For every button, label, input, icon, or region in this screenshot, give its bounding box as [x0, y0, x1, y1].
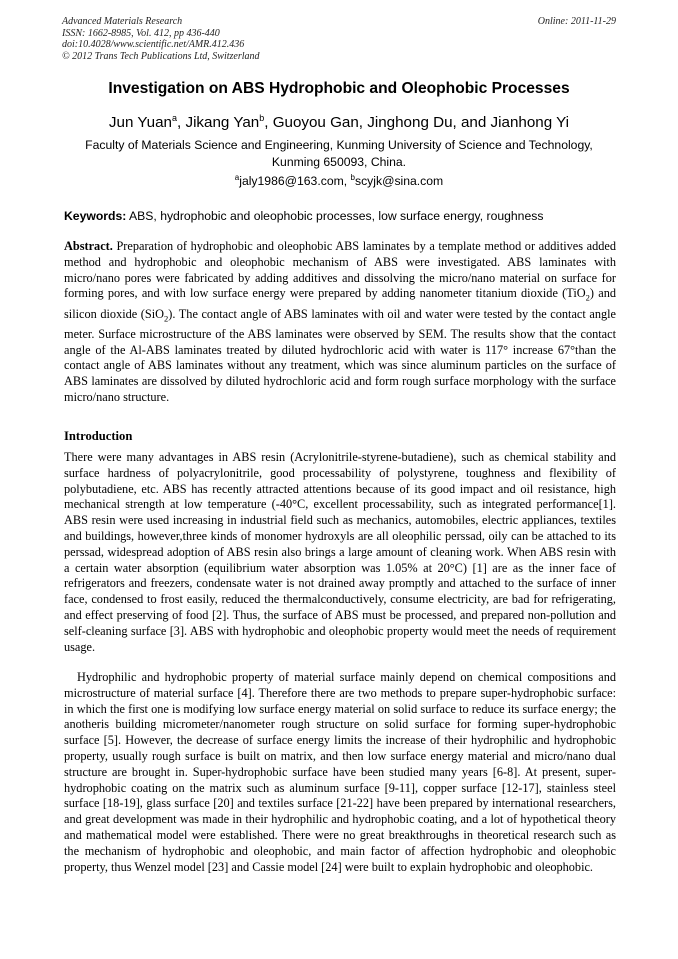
- intro-paragraph: Hydrophilic and hydrophobic property of material surface mainly depend on chemical compositions and microstructure of material surface [4]. Therefore there are two methods to prepare super-hydrophobic surface: in which the first one is modifying low surface energy material on solid surface to reduce its surface energy; the anotheris building micrometer/nanometer rough structure on solid surface for forming super-hydrophobic surface [5]. However, the decrease of surface energy limits the increase of their hydrophilic and hydrophobic property, usually rough surface is built on matrix, and then low surface energy material and micro/nano dual structure are brought in. Super-hydrophobic surface have been studied many years [6-8]. At present, super-hydrophobic coating on the matrix such as aluminum surface [9-11], copper surface [12-17], stainless steel surface [18-19], glass surface [20] and textiles surface [21-22] have been prepared by international researchers, and great development was made in their hydrophilic and hydrophobic coating, and a lot of hypothetical theory and mathematical model were established. There were no great breakthroughs in theoretical research such as the mechanism of hydrophobic and oleophobic, and main factor of affection hydrophobic and oleophobic property, thus Wenzel model [23] and Cassie model [24] were built to explain hydrophobic and oleophobic.: [64, 670, 616, 874]
- affiliation-line: Kunming 650093, China.: [271, 155, 407, 169]
- copyright-line: © 2012 Trans Tech Publications Ltd, Switzerland: [62, 50, 260, 62]
- paper-title: Investigation on ABS Hydrophobic and Oleophobic Processes: [108, 80, 570, 97]
- issn-line: ISSN: 1662-8985, Vol. 412, pp 436-440: [62, 27, 220, 39]
- doi-line: doi:10.4028/www.scientific.net/AMR.412.436: [62, 39, 245, 51]
- author-name: Jikang Yan: [185, 114, 260, 132]
- abstract-label: Abstract.: [64, 239, 113, 253]
- online-date: Online: 2011-11-29: [537, 16, 616, 27]
- abstract-text: ). The contact angle of ABS laminates with oil and water were tested by the contact angle meter. Surface microstructure of the ABS laminates were observed by SEM. The results show that the contact angle of the Al-ABS laminates treated by diluted hydrochloric acid with water is 117° increase 67°than the contact angle of ABS laminates without any treatment, which was since aluminum particles on the surface of ABS laminates are dissolved by diluted hydrochloric acid and form rough surface morphology with the surface micro/nano structure.: [64, 306, 616, 405]
- abstract-text: ) and silicon dioxide (SiO: [64, 286, 616, 321]
- author-list: Jun Yuan$^a$, Jikang Yan$^b$, Guoyou Gan, Jinghong Du, and Jianhong Yi: [108, 113, 570, 132]
- affiliation-line: Faculty of Materials Science and Engineering, Kunming University of Science and Technology,: [85, 138, 593, 152]
- journal-header: [62, 16, 616, 62]
- author-sup: b: [259, 113, 265, 123]
- journal-name: Advanced Materials Research: [62, 16, 183, 27]
- keywords: [64, 209, 616, 223]
- abstract: [64, 239, 616, 406]
- keywords-label: Keywords:: [64, 209, 127, 223]
- author-sup: a: [172, 113, 178, 123]
- affiliation: [62, 137, 616, 171]
- intro-paragraph: There were many advantages in ABS resin (Acrylonitrile-styrene-butadiene), such as chemical stability and surface hardness of polyacrylonitrile, good processability of polystyrene, toughness and flexibility of polybutadiene, etc. ABS has recently attracted attentions because of its good impact and oil resistance, high mechanical strength at low temperature (-40°C, excellent processability, such as integrated performance[1]. ABS resin were used increasing in industrial field such as mechanics, automobiles, electric appliances, textiles and buildings, however,three kinds of monomer hydroxyls are all oleophilic perssad, oily can be attached to its perssad, widespread adoption of ABS resin also brings a large amount of cleaning work. When ABS resin with a certain water absorption (equilibrium water absorption was 1.05% at 20°C) [1] are as the inner face of refrigerators and freezers, condensate water is not drained away promptly and attached to the surface of inner face, condensed to frost easily, reduced the thermalconductively, consume electricity, are bad for refrigerating, and effect preserving of food [2]. Thus, the surface of ABS must be processed, and prepared non-pollution and self-cleaning surface [3]. ABS with hydrophobic and oleophobic property would meet the needs of requirement usage.: [64, 450, 616, 654]
- author-names-rest: Guoyou Gan, Jinghong Du, and Jianhong Yi: [272, 114, 570, 132]
- author-name: Jun Yuan: [108, 114, 172, 132]
- section-heading-introduction: Introduction: [64, 429, 133, 443]
- email-sup: b: [350, 173, 355, 182]
- abstract-text: Preparation of hydrophobic and oleophobic ABS laminates by a template method or additives added method and hydrophobic and oleophobic mechanism of ABS were investigated. ABS laminates with micro/nano pores were fabricated by adding additives and dissolving the micro/nano material on surface for forming pores, and with low surface energy were prepared by adding nanometer titanium dioxide (TiO: [64, 239, 616, 301]
- email-a: jaly1986@163.com,: [239, 174, 348, 189]
- subscript: 2: [585, 292, 590, 303]
- keywords-text: ABS, hydrophobic and oleophobic processes, low surface energy, roughness: [129, 209, 544, 223]
- subscript: 2: [164, 313, 169, 324]
- email-b: scyjk@sina.com: [354, 174, 444, 189]
- email-sup: a: [234, 173, 240, 182]
- author-emails: [62, 173, 616, 188]
